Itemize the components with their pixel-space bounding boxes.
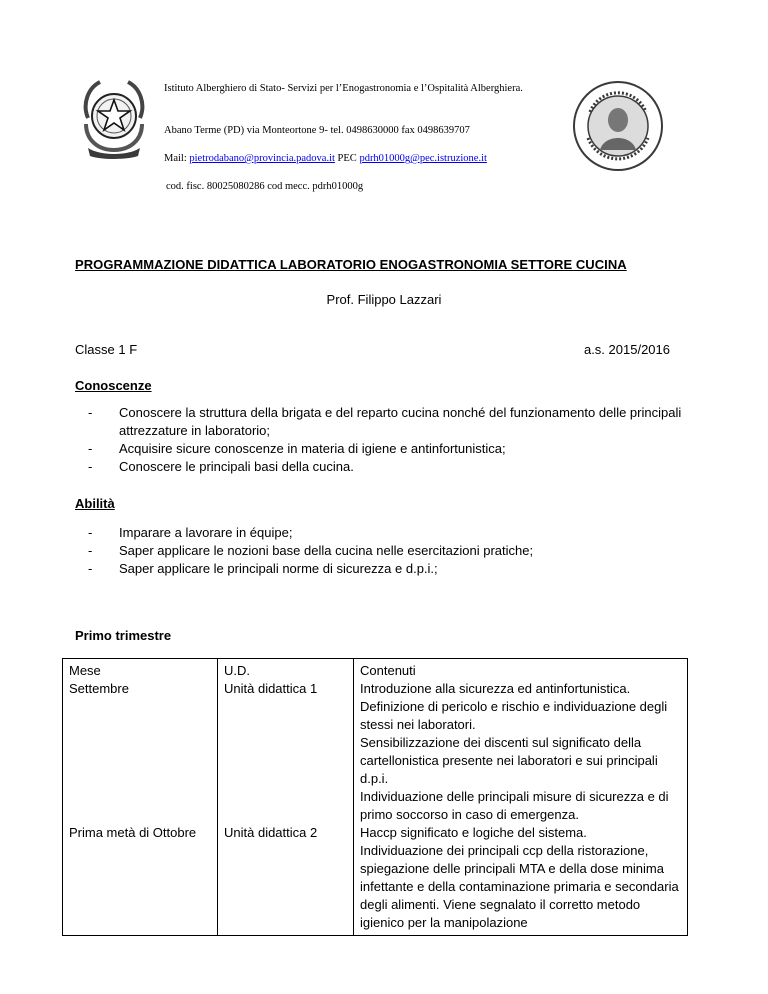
pec-label: PEC [334, 153, 360, 164]
header-mese: Mese [69, 663, 101, 678]
class-label: Classe 1 F [75, 342, 138, 357]
institute-seal-icon [572, 80, 664, 172]
month-value: Prima metà di Ottobre [69, 825, 197, 840]
trimester-heading: Primo trimestre [75, 628, 172, 643]
header-ud: U.D. [224, 663, 250, 678]
ud-value: Unità didattica 2 [224, 825, 318, 840]
table-row [63, 659, 688, 936]
header-contenuti: Contenuti [360, 663, 416, 678]
mail-label: Mail: [164, 153, 190, 164]
italian-republic-emblem-icon [78, 78, 150, 160]
content-line: Introduzione alla sicurezza ed antinfortunistica. [360, 681, 631, 696]
content-line: Haccp significato e logiche del sistema. [360, 825, 587, 840]
content-line: Definizione di pericolo e rischio e individuazione degli stessi nei laboratori. [360, 699, 668, 732]
document-title: PROGRAMMAZIONE DIDATTICA LABORATORIO ENOGASTRONOMIA SETTORE CUCINA [75, 257, 627, 272]
pec-link[interactable]: pdrh01000g@pec.istruzione.it [359, 153, 487, 164]
list-item: - Saper applicare le nozioni base della cucina nelle esercitazioni pratiche; [88, 543, 534, 558]
ud-cell [218, 659, 354, 936]
month-value: Settembre [69, 681, 129, 696]
mail-link[interactable]: pietrodabano@provincia.padova.it [189, 153, 335, 164]
abilita-heading: Abilità [75, 496, 115, 511]
institute-address: Abano Terme (PD) via Monteortone 9- tel. 0498630000 fax 0498639707 [164, 125, 470, 136]
month-cell [63, 659, 218, 936]
conoscenze-list [75, 404, 687, 476]
abilita-list [75, 524, 687, 578]
content-line: Sensibilizzazione dei discenti sul significato della cartellonistica presente nei laboratori e sui principali d.p.i. [360, 735, 658, 786]
list-item: - Conoscere la struttura della brigata e del reparto cucina nonché del funzionamento delle principali attrezzature in laboratorio; [88, 405, 682, 438]
ud-value: Unità didattica 1 [224, 681, 318, 696]
content-line: Individuazione dei principali ccp della ristorazione, spiegazione delle principali MTA e della dose minima infettante e della contaminazione primaria e secondaria degli alimenti. Viene segnalato il corretto metodo igienico per la manipolazione [360, 843, 679, 930]
teacher-name: Prof. Filippo Lazzari [326, 292, 442, 307]
contents-cell [354, 659, 688, 936]
school-year: a.s. 2015/2016 [583, 342, 670, 357]
list-item: - Acquisire sicure conoscenze in materia di igiene e antinfortunistica; [88, 441, 506, 456]
institute-mail-line [164, 152, 487, 166]
list-item: - Conoscere le principali basi della cucina. [88, 459, 354, 474]
list-item: - Saper applicare le principali norme di sicurezza e d.p.i.; [88, 561, 438, 576]
content-line: Individuazione delle principali misure di sicurezza e di primo soccorso in caso di emergenza. [360, 789, 669, 822]
institute-codes: cod. fisc. 80025080286 cod mecc. pdrh01000g [166, 181, 364, 192]
institute-name: Istituto Alberghiero di Stato- Servizi per l’Enogastronomia e l’Ospitalità Alberghiera. [164, 83, 523, 94]
list-item: - Imparare a lavorare in équipe; [88, 525, 293, 540]
program-table [62, 658, 688, 936]
conoscenze-heading: Conoscenze [75, 378, 152, 393]
